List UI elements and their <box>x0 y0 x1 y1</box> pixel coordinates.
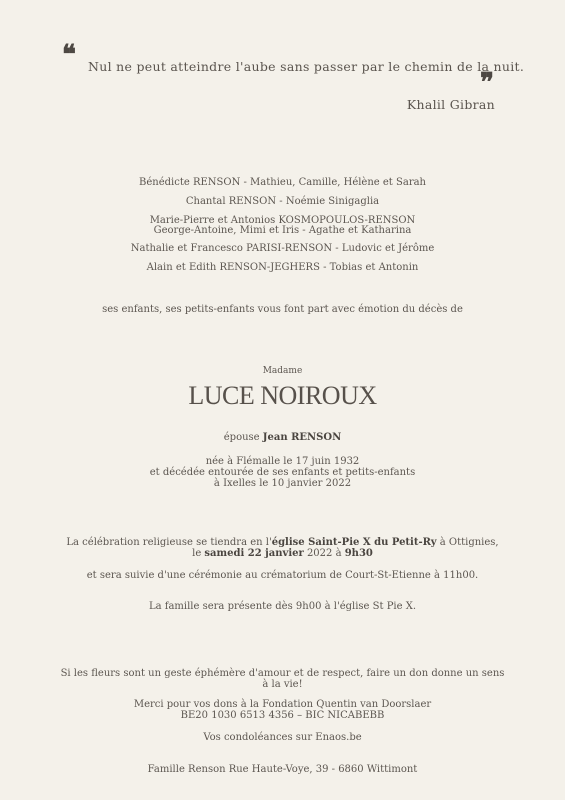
spouse-prefix: épouse <box>223 432 263 443</box>
family-line: George-Antoine, Mimi et Iris - Agathe et Katharina <box>153 225 412 236</box>
family-line: Chantal RENSON - Noémie Sinigaglia <box>185 196 380 207</box>
ceremony-suffix: à Ottignies, <box>436 537 499 548</box>
birth-line: née à Flémalle le 17 juin 1932 <box>205 456 360 467</box>
spouse-name: Jean RENSON <box>262 432 342 443</box>
spouse-line <box>40 432 525 443</box>
address-text: Famille Renson Rue Haute-Voye, 39 - 6860 Wittimont <box>147 764 418 775</box>
condolences-text: Vos condoléances sur Enaos.be <box>203 732 362 743</box>
death-place-line: à Ixelles le 10 janvier 2022 <box>213 478 352 489</box>
donation-line-2: BE20 1030 6513 4356 – BIC NICABEBB <box>180 710 385 721</box>
family-line: Marie-Pierre et Antonios KOSMOPOULOS-RENSON <box>149 215 416 226</box>
ceremony-line-1 <box>40 537 525 548</box>
honorific: Madame <box>262 366 303 376</box>
quote-text: Nul ne peut atteindre l'aube sans passer par le chemin de la nuit. <box>88 59 525 74</box>
announcement-text: ses enfants, ses petits-enfants vous font part avec émotion du décès de <box>102 304 463 315</box>
close-quote-icon: ❞ <box>480 68 494 98</box>
ceremony-date: samedi 22 janvier <box>204 548 304 559</box>
family-presence: La famille sera présente dès 9h00 à l'église St Pie X. <box>148 601 417 612</box>
quote-author: Khalil Gibran <box>406 97 495 112</box>
open-quote-icon: ❝ <box>62 40 76 70</box>
family-line: Alain et Edith RENSON-JEGHERS - Tobias et Antonin <box>146 262 419 273</box>
death-line: et décédée entourée de ses enfants et petits-enfants <box>149 467 416 478</box>
church-name: église Saint-Pie X du Petit-Ry <box>271 537 437 548</box>
donation-line-1: Merci pour vos dons à la Fondation Quentin van Doorslaer <box>133 699 432 710</box>
ceremony-followup: et sera suivie d'une cérémonie au crématorium de Court-St-Etienne à 11h00. <box>86 570 479 581</box>
date-mid: 2022 à <box>303 548 345 559</box>
deceased-name: LUCE NOIROUX <box>188 381 377 410</box>
ceremony-time: 9h30 <box>344 548 373 559</box>
date-prefix: le <box>192 548 205 559</box>
family-line: Nathalie et Francesco PARISI-RENSON - Ludovic et Jérôme <box>130 243 435 254</box>
ceremony-prefix: La célébration religieuse se tiendra en l' <box>66 537 272 548</box>
family-line: Bénédicte RENSON - Mathieu, Camille, Hélène et Sarah <box>139 177 426 188</box>
ceremony-line-2 <box>40 548 525 559</box>
flowers-text: Si les fleurs sont un geste éphémère d'amour et de respect, faire un don donne un sens à la vie! <box>60 668 505 690</box>
